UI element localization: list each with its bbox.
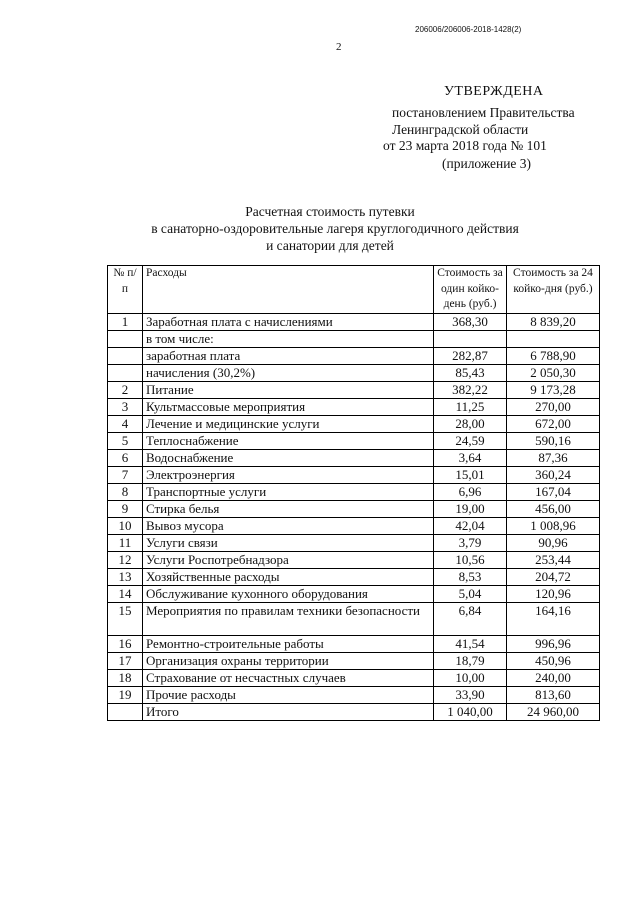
cell-per-day [434, 330, 507, 347]
table-row [108, 364, 600, 381]
table-header-row [108, 266, 600, 314]
approval-line-2: Ленинградской области [392, 122, 529, 137]
table-row [108, 635, 600, 652]
cell-num: 9 [108, 500, 143, 517]
approval-line-3: от 23 марта 2018 года № 101 [383, 138, 547, 153]
cell-per-24: 996,96 [507, 635, 600, 652]
cell-num: 15 [108, 602, 143, 635]
cell-per-day: 85,43 [434, 364, 507, 381]
cell-per-day: 6,96 [434, 483, 507, 500]
table-row [108, 466, 600, 483]
title-line-3: и санатории для детей [266, 238, 394, 253]
cell-per-day: 42,04 [434, 517, 507, 534]
cell-num: 16 [108, 635, 143, 652]
cell-per-day: 1 040,00 [434, 703, 507, 720]
cell-name: Страхование от несчастных случаев [143, 669, 434, 686]
approval-title: УТВЕРЖДЕНА [444, 84, 544, 99]
page-number: 2 [336, 41, 342, 53]
cell-name: Стирка белья [143, 500, 434, 517]
table-row [108, 602, 600, 635]
cell-per-day: 5,04 [434, 585, 507, 602]
cell-per-24: 813,60 [507, 686, 600, 703]
approval-line-4: (приложение 3) [442, 156, 532, 171]
cell-per-day: 368,30 [434, 313, 507, 330]
cell-name: Водоснабжение [143, 449, 434, 466]
cell-num: 1 [108, 313, 143, 330]
cell-name: Мероприятия по правилам техники безопасности [143, 602, 434, 635]
table-row [108, 551, 600, 568]
cell-name: Транспортные услуги [143, 483, 434, 500]
cell-name: Электроэнергия [143, 466, 434, 483]
cell-num: 17 [108, 652, 143, 669]
cell-per-day: 3,64 [434, 449, 507, 466]
table-row [108, 313, 600, 330]
table-row [108, 381, 600, 398]
cell-per-24: 24 960,00 [507, 703, 600, 720]
cell-per-24: 360,24 [507, 466, 600, 483]
cell-name: Услуги связи [143, 534, 434, 551]
cell-per-day: 10,56 [434, 551, 507, 568]
cell-per-24: 240,00 [507, 669, 600, 686]
cell-num: 11 [108, 534, 143, 551]
header-per-day: Стоимость за один койко-день (руб.) [434, 266, 507, 314]
cell-name: Лечение и медицинские услуги [143, 415, 434, 432]
cell-per-day: 11,25 [434, 398, 507, 415]
cell-per-day: 28,00 [434, 415, 507, 432]
cell-num: 12 [108, 551, 143, 568]
cell-num: 6 [108, 449, 143, 466]
table-row [108, 347, 600, 364]
cell-per-day: 3,79 [434, 534, 507, 551]
title-line-2: в санаторно-оздоровительные лагеря круглогодичного действия [151, 221, 519, 236]
table-body [108, 313, 600, 720]
table-row [108, 415, 600, 432]
cell-per-24: 450,96 [507, 652, 600, 669]
cell-per-24: 87,36 [507, 449, 600, 466]
cell-name: Ремонтно-строительные работы [143, 635, 434, 652]
cell-name: Заработная плата с начислениями [143, 313, 434, 330]
cell-per-24: 253,44 [507, 551, 600, 568]
table-row [108, 534, 600, 551]
table-row [108, 652, 600, 669]
document-number: 206006/206006-2018-1428(2) [415, 25, 522, 34]
approval-line-1: постановлением Правительства [392, 105, 575, 120]
cell-name: заработная плата [143, 347, 434, 364]
cell-per-24: 456,00 [507, 500, 600, 517]
cell-num: 10 [108, 517, 143, 534]
cell-per-24: 270,00 [507, 398, 600, 415]
cell-num: 19 [108, 686, 143, 703]
cell-per-24 [507, 330, 600, 347]
table-row [108, 568, 600, 585]
cell-num [108, 364, 143, 381]
cell-per-day: 41,54 [434, 635, 507, 652]
cell-per-day: 6,84 [434, 602, 507, 635]
cell-num: 7 [108, 466, 143, 483]
cell-num: 14 [108, 585, 143, 602]
table-row [108, 517, 600, 534]
cell-num: 8 [108, 483, 143, 500]
cell-name: Теплоснабжение [143, 432, 434, 449]
table-row [108, 686, 600, 703]
cell-per-24: 590,16 [507, 432, 600, 449]
table-row [108, 398, 600, 415]
table-row [108, 432, 600, 449]
cell-per-24: 164,16 [507, 602, 600, 635]
cell-name: Итого [143, 703, 434, 720]
cell-num: 5 [108, 432, 143, 449]
header-num: № п/п [108, 266, 143, 314]
cell-name: Вывоз мусора [143, 517, 434, 534]
cell-name: в том числе: [143, 330, 434, 347]
table-row [108, 449, 600, 466]
cell-per-day: 33,90 [434, 686, 507, 703]
cell-name: Организация охраны территории [143, 652, 434, 669]
cell-num: 3 [108, 398, 143, 415]
cell-name: начисления (30,2%) [143, 364, 434, 381]
cell-num: 18 [108, 669, 143, 686]
cell-per-day: 15,01 [434, 466, 507, 483]
table-row [108, 330, 600, 347]
header-name: Расходы [143, 266, 434, 314]
cell-per-day: 10,00 [434, 669, 507, 686]
cell-num [108, 347, 143, 364]
cell-per-24: 9 173,28 [507, 381, 600, 398]
table-row [108, 500, 600, 517]
cell-per-day: 8,53 [434, 568, 507, 585]
cell-num: 13 [108, 568, 143, 585]
cell-name: Услуги Роспотребнадзора [143, 551, 434, 568]
cell-num: 4 [108, 415, 143, 432]
title-line-1: Расчетная стоимость путевки [245, 204, 415, 219]
table-row [108, 669, 600, 686]
cell-per-24: 120,96 [507, 585, 600, 602]
cell-per-24: 8 839,20 [507, 313, 600, 330]
cell-per-day: 18,79 [434, 652, 507, 669]
cell-per-day: 19,00 [434, 500, 507, 517]
cell-num [108, 330, 143, 347]
cell-name: Питание [143, 381, 434, 398]
cell-name: Обслуживание кухонного оборудования [143, 585, 434, 602]
cell-per-24: 90,96 [507, 534, 600, 551]
header-per-24: Стоимость за 24 койко-дня (руб.) [507, 266, 600, 314]
cell-per-24: 2 050,30 [507, 364, 600, 381]
cell-per-day: 24,59 [434, 432, 507, 449]
cell-name: Прочие расходы [143, 686, 434, 703]
cell-num: 2 [108, 381, 143, 398]
cell-num [108, 703, 143, 720]
cell-per-24: 6 788,90 [507, 347, 600, 364]
cell-name: Культмассовые мероприятия [143, 398, 434, 415]
cell-name: Хозяйственные расходы [143, 568, 434, 585]
cell-per-day: 282,87 [434, 347, 507, 364]
table-row [108, 483, 600, 500]
table-row [108, 585, 600, 602]
cell-per-24: 204,72 [507, 568, 600, 585]
cost-table [107, 265, 600, 721]
table-row [108, 703, 600, 720]
cell-per-24: 1 008,96 [507, 517, 600, 534]
cell-per-24: 672,00 [507, 415, 600, 432]
cell-per-24: 167,04 [507, 483, 600, 500]
cell-per-day: 382,22 [434, 381, 507, 398]
